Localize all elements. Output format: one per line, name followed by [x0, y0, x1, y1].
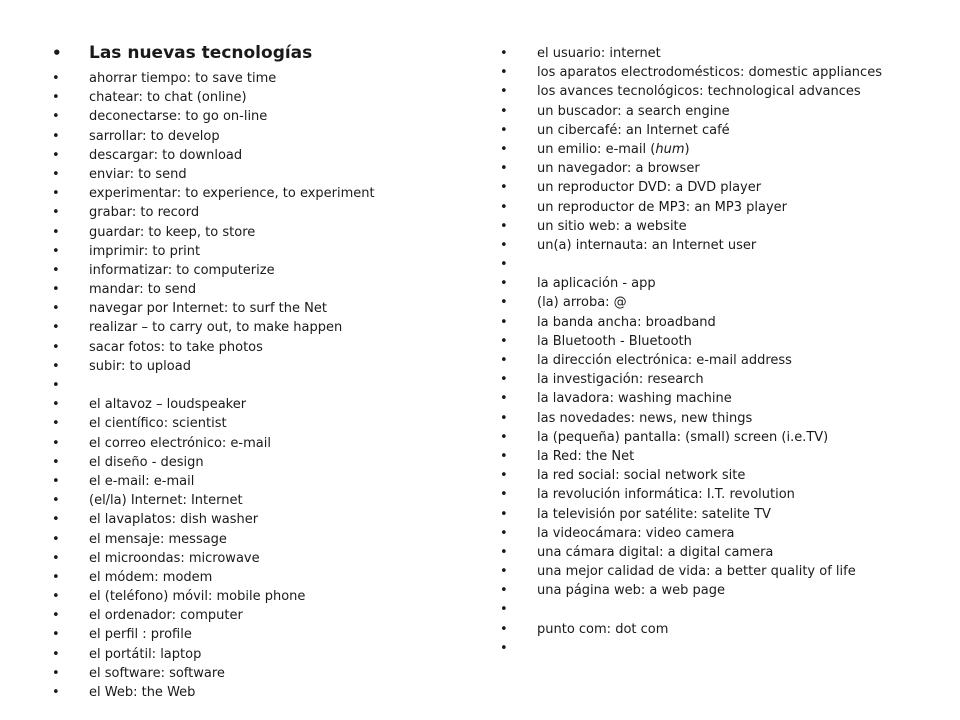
bullet: •	[500, 621, 508, 637]
list-item-text: un cibercafé: an Internet café	[537, 122, 730, 138]
list-item	[52, 549, 472, 568]
list-item-text: la aplicación - app	[537, 276, 656, 292]
bullet: •	[500, 487, 508, 503]
list-item	[500, 44, 940, 63]
list-item-text: la investigación: research	[537, 372, 704, 388]
bullet: •	[52, 71, 60, 86]
bullet: •	[500, 544, 508, 560]
list-item-text: el perfil : profile	[89, 627, 192, 643]
list-item	[52, 606, 472, 625]
bullet: •	[500, 525, 508, 541]
bullet: •	[500, 506, 508, 522]
bullet: •	[500, 429, 508, 445]
bullet: •	[500, 640, 508, 656]
list-item	[52, 530, 472, 549]
bullet: •	[52, 416, 60, 432]
list-item-text: una mejor calidad de vida: a better quality of life	[537, 564, 856, 580]
bullet: •	[52, 550, 60, 566]
list-item	[500, 581, 940, 600]
list-item-text: la televisión por satélite: satelite TV	[537, 506, 771, 522]
list-item-text: la red social: social network site	[537, 468, 746, 484]
bullet: •	[500, 583, 508, 599]
list-item	[500, 505, 940, 524]
bullet: •	[52, 224, 60, 240]
bullet: •	[52, 569, 60, 585]
list-item	[52, 645, 472, 664]
list-item-text: el correo electrónico: e-mail	[89, 435, 271, 451]
list-item-text: la banda ancha: broadband	[537, 314, 716, 330]
list-item	[500, 293, 940, 312]
list-item-text: informatizar: to computerize	[89, 262, 275, 278]
bullet: •	[52, 128, 60, 144]
list-item-text: la Red: the Net	[537, 448, 635, 464]
list-item	[500, 159, 940, 178]
bullet: •	[52, 589, 60, 605]
list-item	[500, 274, 940, 293]
list-item-text: (la) arroba: @	[537, 295, 627, 311]
list-item-text: los avances tecnológicos: technological advances	[537, 84, 861, 100]
bullet: •	[500, 218, 508, 234]
bullet: •	[52, 90, 60, 106]
bullet: •	[500, 141, 508, 157]
list-item-text: un reproductor DVD: a DVD player	[537, 180, 762, 196]
bullet: •	[500, 84, 508, 100]
list-item	[52, 510, 472, 529]
bullet: •	[52, 166, 60, 182]
list-item	[500, 543, 940, 562]
list-item-text: un(a) internauta: an Internet user	[537, 237, 757, 253]
list-item	[500, 524, 940, 543]
list-item-text: imprimir: to print	[89, 243, 201, 259]
list-item	[500, 102, 940, 121]
list-item	[500, 485, 940, 504]
list-item-text: punto com: dot com	[537, 621, 669, 637]
left-vocabulary-list	[52, 44, 472, 702]
bullet: •	[52, 473, 60, 489]
bullet: •	[52, 301, 60, 317]
list-item	[52, 261, 472, 280]
list-item	[52, 88, 472, 107]
list-item-text: enviar: to send	[89, 166, 187, 182]
list-item-text: el Web: the Web	[89, 685, 196, 700]
list-item	[52, 318, 472, 337]
list-item	[52, 280, 472, 299]
list-item-text: sacar fotos: to take photos	[89, 339, 263, 355]
list-item-text: el científico: scientist	[89, 416, 227, 432]
list-item	[52, 453, 472, 472]
list-item	[500, 236, 940, 255]
list-item-text: un reproductor de MP3: an MP3 player	[537, 199, 787, 215]
bullet: •	[500, 564, 508, 580]
bullet: •	[52, 339, 60, 355]
list-item	[500, 389, 940, 408]
list-item-text: chatear: to chat (online)	[89, 90, 247, 106]
bullet: •	[52, 320, 60, 336]
list-item-text: (el/la) Internet: Internet	[89, 493, 243, 509]
list-item	[52, 625, 472, 644]
bullet: •	[52, 205, 60, 221]
list-item	[500, 409, 940, 428]
list-item	[52, 683, 472, 702]
list-item-text: navegar por Internet: to surf the Net	[89, 301, 327, 317]
bullet: •	[52, 147, 60, 163]
bullet: •	[52, 454, 60, 470]
list-item-text: las novedades: news, new things	[537, 410, 753, 426]
list-item-text: el diseño - design	[89, 454, 204, 470]
list-item	[500, 255, 940, 274]
bullet: •	[52, 397, 60, 413]
list-item-text: el ordenador: computer	[89, 608, 243, 624]
list-item-text: guardar: to keep, to store	[89, 224, 256, 240]
bullet: •	[52, 531, 60, 547]
list-item-text: el software: software	[89, 665, 225, 681]
list-item	[52, 357, 472, 376]
list-item: • un emilio: e-mail (hum)	[500, 140, 940, 159]
list-item	[52, 491, 472, 510]
list-item-text: mandar: to send	[89, 282, 197, 298]
bullet: •	[52, 262, 60, 278]
list-heading	[52, 44, 472, 69]
list-item	[500, 620, 940, 639]
list-item	[500, 332, 940, 351]
bullet: •	[500, 333, 508, 349]
list-item	[500, 63, 940, 82]
bullet: •	[500, 410, 508, 426]
list-item	[52, 184, 472, 203]
bullet: •	[52, 646, 60, 662]
bullet: •	[52, 608, 60, 624]
bullet: •	[500, 65, 508, 81]
list-item	[500, 428, 940, 447]
list-item-text: la revolución informática: I.T. revolution	[537, 487, 795, 503]
bullet: •	[500, 199, 508, 215]
bullet: •	[52, 243, 60, 259]
bullet: •	[52, 685, 60, 700]
list-item-text: un navegador: a browser	[537, 161, 700, 177]
list-item-text: la dirección electrónica: e-mail address	[537, 353, 792, 368]
list-item-text: una página web: a web page	[537, 583, 725, 599]
list-item-text: el e-mail: e-mail	[89, 473, 195, 489]
bullet: •	[500, 122, 508, 138]
list-item	[52, 203, 472, 222]
list-item	[52, 568, 472, 587]
bullet: •	[500, 602, 508, 618]
bullet: •	[52, 358, 60, 374]
list-item	[52, 165, 472, 184]
list-item-text: el mensaje: message	[89, 531, 227, 547]
list-item	[52, 472, 472, 491]
bullet: •	[500, 391, 508, 407]
list-item-text: experimentar: to experience, to experiment	[89, 186, 375, 202]
list-item-text: la videocámara: video camera	[537, 525, 735, 541]
bullet: •	[500, 237, 508, 253]
bullet: •	[500, 103, 508, 119]
bullet: •	[500, 276, 508, 292]
list-item	[500, 466, 940, 485]
bullet: •	[52, 378, 60, 393]
list-item	[52, 242, 472, 261]
list-item	[500, 639, 940, 658]
bullet: •	[500, 161, 508, 177]
list-item	[500, 447, 940, 466]
list-item-text: sarrollar: to develop	[89, 128, 220, 144]
bullet: •	[500, 353, 508, 368]
right-vocabulary-list	[500, 44, 940, 658]
bullet: •	[52, 282, 60, 298]
list-item-text: el portátil: laptop	[89, 646, 202, 662]
list-item-text: la lavadora: washing machine	[537, 391, 732, 407]
list-item-text: los aparatos electrodomésticos: domestic appliances	[537, 65, 882, 81]
list-item	[52, 338, 472, 357]
bullet: •	[500, 295, 508, 311]
bullet: •	[52, 186, 60, 202]
bullet: •	[52, 512, 60, 528]
list-item	[500, 82, 940, 101]
list-item	[52, 299, 472, 318]
bullet: •	[500, 468, 508, 484]
heading-text: Las nuevas tecnologías	[89, 43, 313, 63]
bullet: •	[52, 665, 60, 681]
bullet: •	[52, 435, 60, 451]
list-item-text: el microondas: microwave	[89, 550, 260, 566]
list-item-text: el usuario: internet	[537, 46, 661, 61]
bullet: •	[500, 46, 508, 61]
list-item	[52, 376, 472, 395]
list-item-text: subir: to upload	[89, 358, 191, 374]
list-item	[500, 178, 940, 197]
list-item	[500, 600, 940, 619]
bullet: •	[52, 44, 62, 62]
list-item-text: un emilio: e-mail	[537, 141, 647, 157]
list-item	[52, 223, 472, 242]
list-item-text: un sitio web: a website	[537, 218, 687, 234]
list-item	[52, 664, 472, 683]
bullet: •	[500, 257, 508, 273]
list-item	[52, 127, 472, 146]
list-item	[500, 562, 940, 581]
list-item	[52, 434, 472, 453]
humorous-note: hum	[655, 141, 685, 157]
list-item	[500, 217, 940, 236]
bullet: •	[52, 493, 60, 509]
list-item	[52, 146, 472, 165]
list-item	[52, 395, 472, 414]
list-item	[500, 313, 940, 332]
list-item-text: el módem: modem	[89, 569, 213, 585]
list-item-text: ahorrar tiempo: to save time	[89, 71, 277, 86]
list-item-text: el altavoz – loudspeaker	[89, 397, 247, 413]
list-item	[52, 414, 472, 433]
list-item	[52, 587, 472, 606]
list-item	[500, 351, 940, 370]
bullet: •	[500, 372, 508, 388]
bullet: •	[500, 448, 508, 464]
list-item	[52, 107, 472, 126]
bullet: •	[500, 180, 508, 196]
list-item	[52, 69, 472, 88]
list-item-text: una cámara digital: a digital camera	[537, 544, 774, 560]
list-item	[500, 198, 940, 217]
bullet: •	[52, 109, 60, 125]
list-item	[500, 370, 940, 389]
list-item	[500, 121, 940, 140]
bullet: •	[52, 627, 60, 643]
list-item-text: la (pequeña) pantalla: (small) screen (i.e.TV)	[537, 429, 829, 445]
bullet: •	[500, 314, 508, 330]
list-item-text: deconectarse: to go on-line	[89, 109, 268, 125]
list-item-text: el lavaplatos: dish washer	[89, 512, 259, 528]
list-item-text: el (teléfono) móvil: mobile phone	[89, 589, 306, 605]
list-item-text: descargar: to download	[89, 147, 243, 163]
list-item-text: realizar – to carry out, to make happen	[89, 320, 343, 336]
list-item-text: la Bluetooth - Bluetooth	[537, 333, 692, 349]
list-item-text: un buscador: a search engine	[537, 103, 730, 119]
list-item-text: grabar: to record	[89, 205, 200, 221]
